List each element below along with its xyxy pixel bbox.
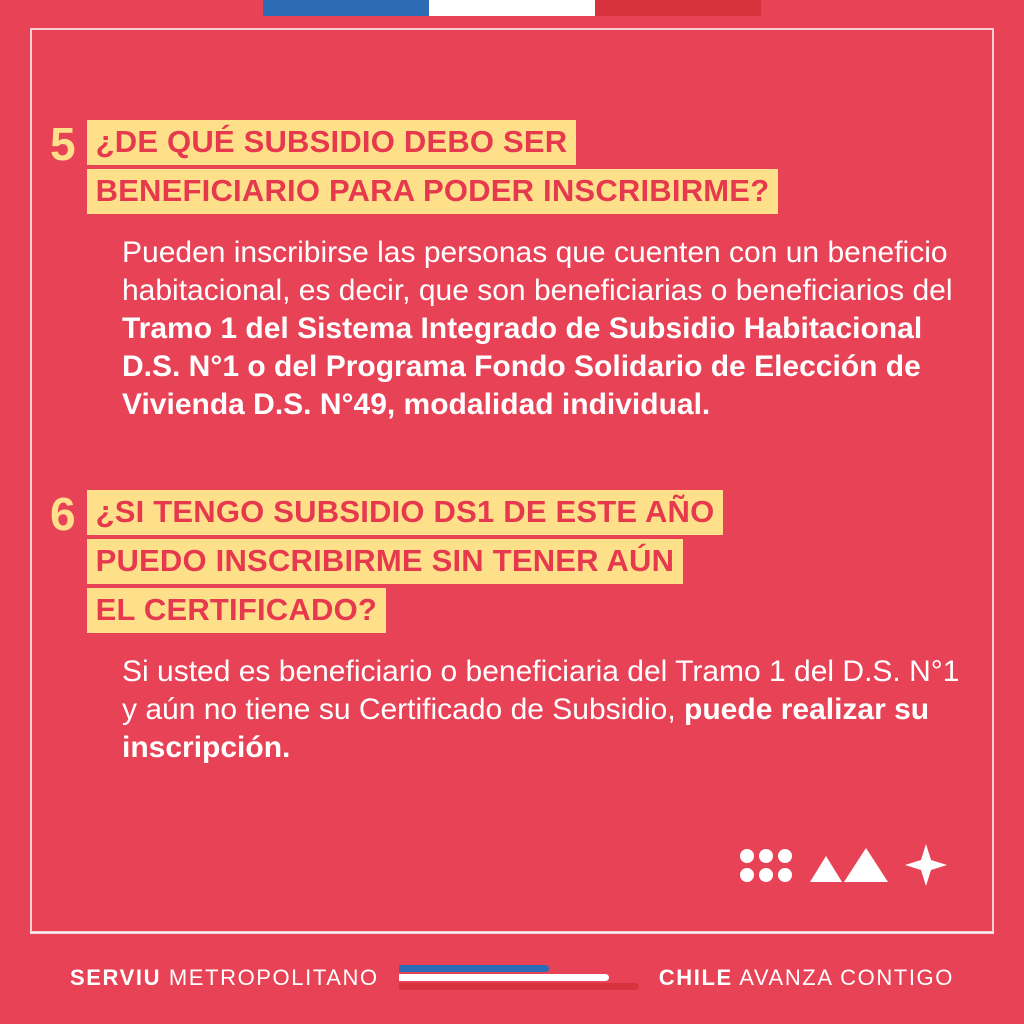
chile-brand-strong: CHILE <box>658 965 733 990</box>
faq-heading-line: ¿SI TENGO SUBSIDIO DS1 DE ESTE AÑO <box>87 490 724 535</box>
serviu-brand-light: METROPOLITANO <box>168 965 379 990</box>
faq-item-6 <box>50 490 980 767</box>
faq-heading-line: BENEFICIARIO PARA PODER INSCRIBIRME? <box>87 169 779 214</box>
faq-answer-text: Pueden inscribirse las personas que cuenten con un beneficio habitacional, es decir, que son beneficiarias o beneficiarios del <box>122 236 953 307</box>
faq-number-6: 6 <box>50 488 75 540</box>
dots-icon <box>740 849 792 882</box>
decorative-marks <box>740 845 946 885</box>
faq-heading-6 <box>50 490 980 637</box>
faq-answer-6 <box>122 653 980 767</box>
flag-segment-blue <box>263 0 429 16</box>
faq-heading-line: ¿DE QUÉ SUBSIDIO DEBO SER <box>87 120 577 165</box>
chile-brand-light: AVANZA CONTIGO <box>739 965 954 990</box>
faq-answer-5 <box>122 234 980 424</box>
section-spacer <box>50 434 980 490</box>
faq-answer-bold: puede realizar su inscripción. <box>122 693 930 764</box>
faq-answer-bold: Tramo 1 del Sistema Integrado de Subsidio Habitacional D.S. N°1 o del Programa Fondo Solidario de Elección de Vivienda D.S. N°49, modalidad individual. <box>122 312 923 421</box>
flag-segment-white <box>429 0 595 16</box>
flag-stripes-icon <box>399 961 639 995</box>
faq-item-5 <box>50 120 980 424</box>
serviu-brand-strong: SERVIU <box>70 965 162 990</box>
mountains-icon <box>810 848 888 882</box>
faq-answer-text: Si usted es beneficiario o beneficiaria del Tramo 1 del D.S. N°1 y aún no tiene su Certificado de Subsidio, <box>122 655 960 726</box>
faq-content <box>50 120 980 777</box>
faq-heading-line: PUEDO INSCRIBIRME SIN TENER AÚN <box>87 539 684 584</box>
flag-segment-red <box>595 0 761 16</box>
top-flag-bar <box>0 0 1024 16</box>
serviu-brand <box>70 965 379 991</box>
footer <box>0 932 1024 1024</box>
faq-heading-5 <box>50 120 980 218</box>
sparkle-icon <box>906 845 946 885</box>
faq-heading-lines-5 <box>87 120 980 218</box>
faq-heading-lines-6 <box>87 490 980 637</box>
faq-number-5: 5 <box>50 118 75 170</box>
faq-heading-line: EL CERTIFICADO? <box>87 588 386 633</box>
chile-brand <box>659 965 954 991</box>
